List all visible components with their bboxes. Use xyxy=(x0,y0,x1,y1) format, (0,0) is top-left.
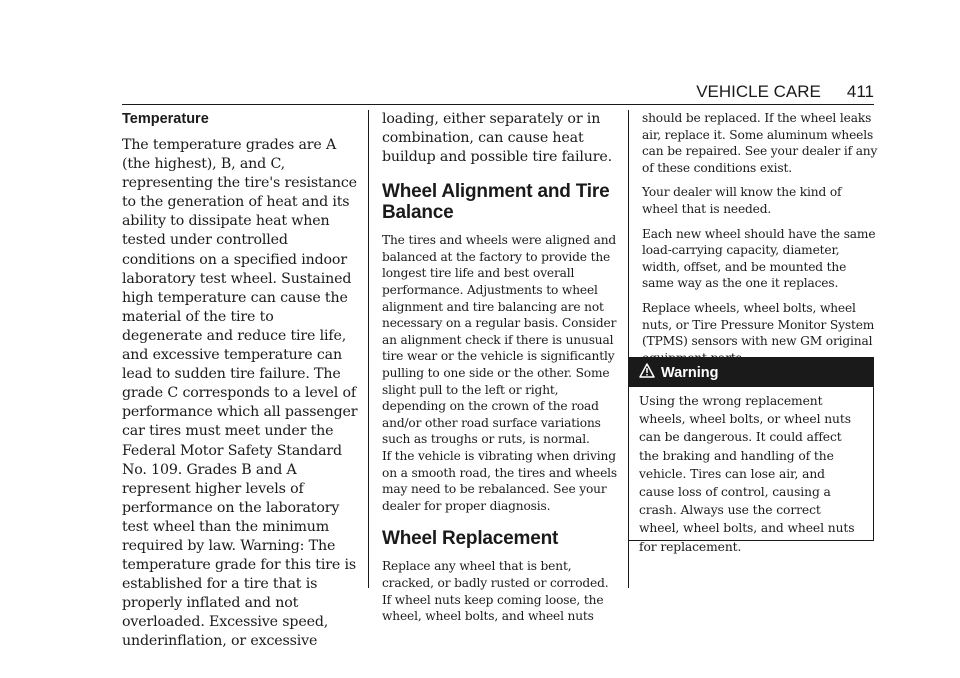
wheel-replacement-heading: Wheel Replacement xyxy=(382,528,559,550)
temperature-subheading: Temperature xyxy=(122,111,209,127)
column-3 xyxy=(642,110,878,374)
warning-text: Using the wrong replacement wheels, wheel bolts, or wheel nuts can be dangerous. It could affect the braking and handling of the vehicle. Tires can lose air, and cause loss of control, causing a crash. Always use the correct wheel, wheel bolts, and wheel nuts for replacement. xyxy=(639,394,855,554)
replacement-paragraph-5: Replace wheels, wheel bolts, wheel nuts, or Tire Pressure Monitor System (TPMS) sensors with new GM original xyxy=(642,300,875,349)
column-1 xyxy=(122,110,358,652)
column-divider-1 xyxy=(368,110,369,588)
section-title: VEHICLE CARE xyxy=(696,82,821,101)
replacement-paragraph-4: Each new wheel should have the same load-carrying capacity, diameter, width, offset, and be mounted the same way as the one it replaces. xyxy=(642,226,876,291)
column-2 xyxy=(382,110,618,633)
replacement-paragraph-1: Replace any wheel that is bent, cracked, or badly rusted or corroded. If wheel nuts keep coming loose, the wheel, wheel bolts, and wheel nuts xyxy=(382,559,609,624)
header-rule xyxy=(122,104,874,105)
page-header xyxy=(696,82,874,102)
alignment-paragraph-2: If the vehicle is vibrating when driving on a smooth road, the tires and wheels may need to be rebalanced. See your dealer for proper diagnosis. xyxy=(382,449,618,513)
wheel-alignment-heading: Wheel Alignment and Tire Balance xyxy=(382,181,610,224)
warning-header xyxy=(629,358,873,387)
continued-paragraph: loading, either separately or in combination, can cause heat buildup and possible tire failure. xyxy=(382,111,612,166)
alignment-paragraph-1: The tires and wheels were aligned and balanced at the factory to provide the longest tire life and best overall performance. Adjustments to wheel alignment and tire balancing are not necessary on a regular basis. Consider an alignment check if there is unusual tire wear or the vehicle is significantly pulling to one side or the other. Some slight pull to the left or right, depending on the crown of the road and/or other road surface variations such as troughs or ruts, is normal. xyxy=(382,233,617,447)
temperature-paragraph: The temperature grades are A (the highest), B, and C, representing the tire's resistance to the generation of heat and its ability to dissipate heat when tested under controlled conditions on a specified indoor laboratory test wheel. Sustained high temperature can cause the material of the tire to degenerate and reduce tire life, and excessive temperature can lead to sudden tire failure. The grade C corresponds to a level of performance which all passenger car tires must meet under the Federal Motor Safety Standard No. 109. Grades B and A represent higher levels of performance on the laboratory test wheel than the minimum required by law. Warning: The temperature grade for this tire is established for a tire that is properly inflated and not overloaded. Excessive speed, underinflation, or excessive xyxy=(122,137,358,650)
warning-box xyxy=(628,357,874,554)
page-number: 411 xyxy=(846,82,874,101)
replacement-paragraph-3: Your dealer will know the kind of wheel that is needed. xyxy=(642,185,842,216)
warning-title: Warning xyxy=(661,364,719,381)
warning-triangle-icon xyxy=(639,363,655,382)
replacement-paragraph-2: should be replaced. If the wheel leaks air, replace it. Some aluminum wheels can be repaired. See your dealer if any of these conditions exist. xyxy=(642,111,878,175)
